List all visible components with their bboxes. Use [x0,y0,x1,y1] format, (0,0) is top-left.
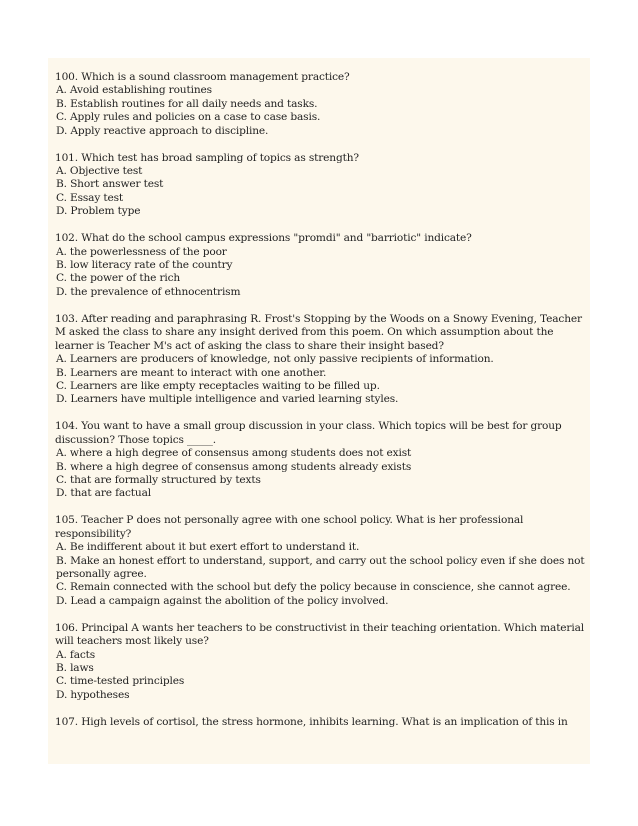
question-stem: 107. High levels of cortisol, the stress hormone, inhibits learning. What is an implication of this in [55,715,568,728]
option-b: B. where a high degree of consensus among students already exists [56,460,412,473]
option-b: B. laws [56,662,94,674]
question-stem: 106. Principal A wants her teachers to be constructivist in their teaching orientation. Which material will teachers most likely use? [55,621,584,648]
option-a: A. Objective test [56,165,143,178]
option-a: A. the powerlessness of the poor [56,245,227,258]
option-a: A. facts [56,648,96,661]
question-stem: 100. Which is a sound classroom management practice? [55,71,350,83]
option-a: A. where a high degree of consensus among students does not exist [56,447,412,460]
option-c: C. Remain connected with the school but defy the policy because in conscience, she cannot agree. [56,581,571,594]
option-c: C. Apply rules and policies on a case to case basis. [56,111,321,124]
option-a: A. Avoid establishing routines [56,84,212,97]
option-d: D. hypotheses [56,688,130,701]
option-b: B. Learners are meant to interact with one another. [56,366,327,379]
option-a: A. Be indifferent about it but exert effort to understand it. [56,541,360,554]
option-c: C. Essay test [56,191,124,204]
option-d: D. the prevalence of ethnocentrism [56,285,241,298]
question-105 [55,514,587,608]
option-d: D. Lead a campaign against the abolition of the policy involved. [56,594,389,607]
option-d: D. Apply reactive approach to discipline. [56,124,269,137]
question-stem: 105. Teacher P does not personally agree with one school policy. What is her professional responsibility? [55,514,524,540]
question-stem: 101. Which test has broad sampling of topics as strength? [55,151,359,164]
option-b: B. Establish routines for all daily needs and tasks. [56,97,318,110]
question-list [55,71,587,743]
option-d: D. Problem type [56,205,141,218]
option-c: C. the power of the rich [56,272,181,285]
option-b: B. Short answer test [56,178,164,191]
question-101 [55,152,587,219]
option-d: D. that are factual [56,487,151,500]
option-b: B. Make an honest effort to understand, support, and carry out the school policy even if she does not personally agree. [56,554,585,580]
question-stem: 102. What do the school campus expressions "promdi" and "barriotic" indicate? [55,232,472,245]
question-106 [55,622,587,702]
option-b: B. low literacy rate of the country [56,259,233,272]
option-c: C. time-tested principles [56,675,185,688]
question-stem: 104. You want to have a small group discussion in your class. Which topics will be best for group discussion? Those topics _____. [55,420,562,446]
option-c: C. that are formally structured by texts [56,473,261,486]
option-d: D. Learners have multiple intelligence and varied learning styles. [56,393,399,406]
question-100 [55,71,587,138]
question-102 [55,232,587,299]
option-c: C. Learners are like empty receptacles waiting to be filled up. [56,379,380,392]
option-a: A. Learners are producers of knowledge, not only passive recipients of information. [56,353,494,366]
question-104 [55,420,587,500]
question-103 [55,313,587,407]
document-page [48,58,590,764]
question-stem: 103. After reading and paraphrasing R. Frost's Stopping by the Woods on a Snowy Evening, Teacher M asked the class to share any insight derived from this poem. On which assumption about the learner is Teacher M's act of asking the class to share their insight based? [55,312,582,352]
question-107 [55,716,587,729]
